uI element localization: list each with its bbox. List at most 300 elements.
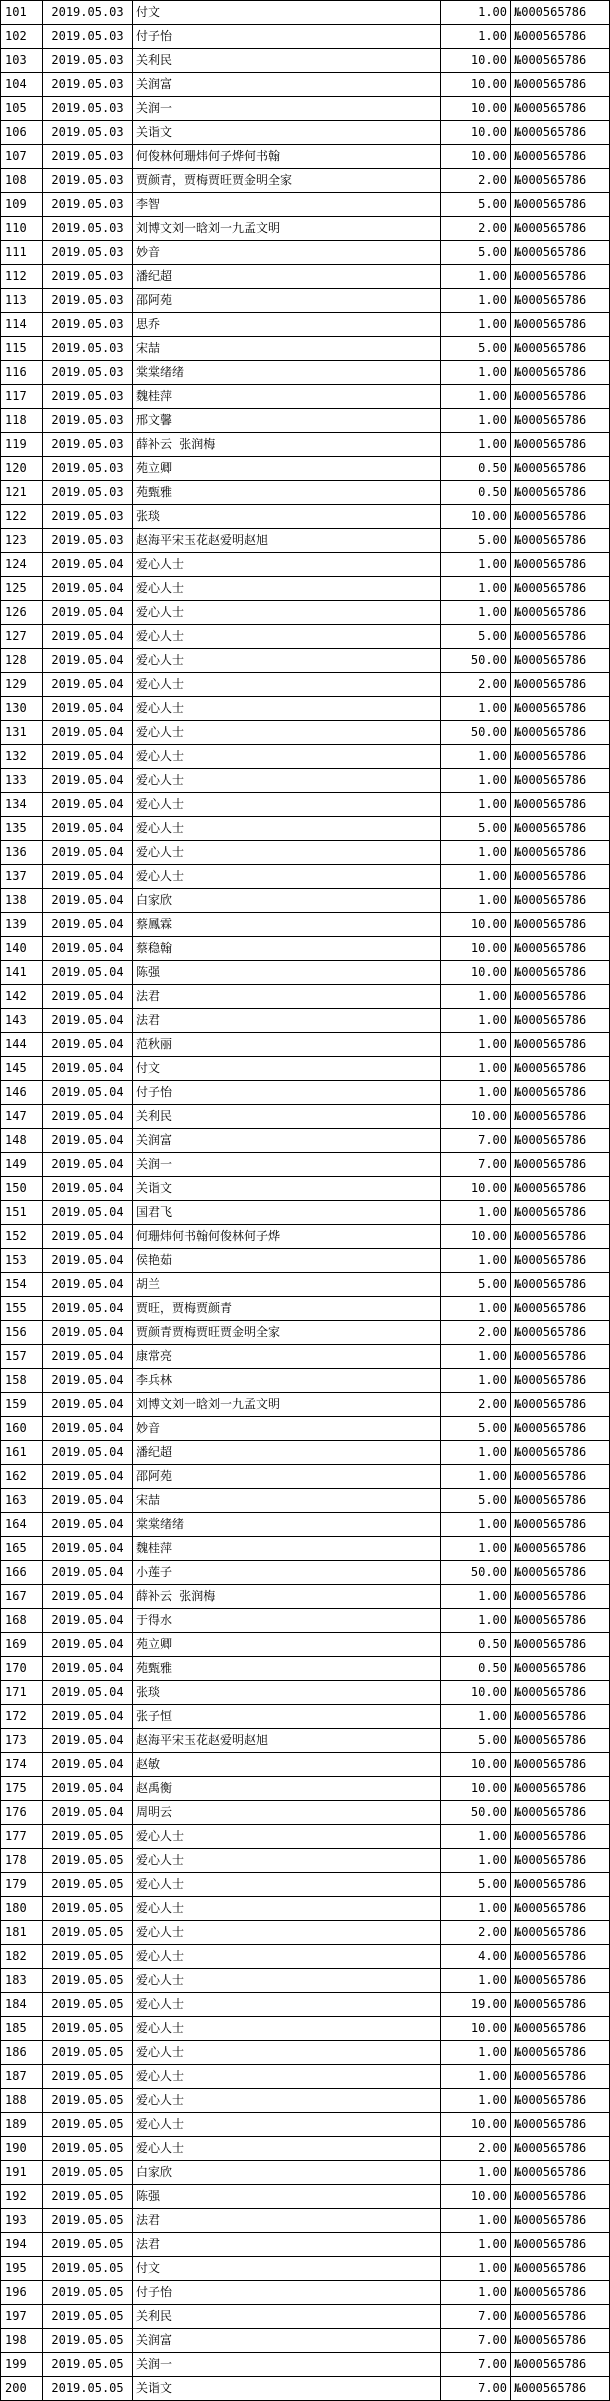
table-row <box>1 73 610 97</box>
donation-amount: 10.00 <box>441 2113 511 2137</box>
receipt-number: №000565786 <box>511 625 610 649</box>
donation-date: 2019.05.04 <box>43 1657 133 1681</box>
table-row <box>1 865 610 889</box>
receipt-number: №000565786 <box>511 1753 610 1777</box>
table-row <box>1 2041 610 2065</box>
donation-amount: 50.00 <box>441 1561 511 1585</box>
row-number: 178 <box>1 1849 43 1873</box>
donation-date: 2019.05.03 <box>43 25 133 49</box>
donation-date: 2019.05.04 <box>43 1033 133 1057</box>
table-row <box>1 2161 610 2185</box>
donation-date: 2019.05.05 <box>43 1825 133 1849</box>
donation-amount: 10.00 <box>441 1225 511 1249</box>
row-number: 173 <box>1 1729 43 1753</box>
row-number: 160 <box>1 1417 43 1441</box>
donation-date: 2019.05.04 <box>43 1321 133 1345</box>
donation-date: 2019.05.04 <box>43 1681 133 1705</box>
donation-amount: 0.50 <box>441 1657 511 1681</box>
receipt-number: №000565786 <box>511 313 610 337</box>
row-number: 109 <box>1 193 43 217</box>
donation-date: 2019.05.04 <box>43 1369 133 1393</box>
donor-name: 白家欣 <box>133 889 441 913</box>
donation-date: 2019.05.04 <box>43 601 133 625</box>
receipt-number: №000565786 <box>511 937 610 961</box>
donation-date: 2019.05.04 <box>43 1105 133 1129</box>
donation-date: 2019.05.04 <box>43 961 133 985</box>
donation-date: 2019.05.03 <box>43 145 133 169</box>
donor-name: 宋喆 <box>133 1489 441 1513</box>
donation-amount: 1.00 <box>441 265 511 289</box>
donation-table-body <box>1 1 610 2401</box>
row-number: 135 <box>1 817 43 841</box>
table-row <box>1 1777 610 1801</box>
donation-date: 2019.05.04 <box>43 841 133 865</box>
donation-date: 2019.05.04 <box>43 697 133 721</box>
donation-date: 2019.05.04 <box>43 1057 133 1081</box>
donor-name: 爱心人士 <box>133 649 441 673</box>
donation-amount: 1.00 <box>441 1609 511 1633</box>
donation-amount: 1.00 <box>441 865 511 889</box>
donation-date: 2019.05.03 <box>43 289 133 313</box>
row-number: 141 <box>1 961 43 985</box>
table-row <box>1 313 610 337</box>
donor-name: 爱心人士 <box>133 1993 441 2017</box>
donation-amount: 10.00 <box>441 121 511 145</box>
donor-name: 刘博文刘一晗刘一九孟文明 <box>133 1393 441 1417</box>
row-number: 180 <box>1 1897 43 1921</box>
table-row <box>1 1537 610 1561</box>
receipt-number: №000565786 <box>511 409 610 433</box>
receipt-number: №000565786 <box>511 865 610 889</box>
donation-amount: 1.00 <box>441 577 511 601</box>
table-row <box>1 2065 610 2089</box>
donation-amount: 1.00 <box>441 793 511 817</box>
row-number: 108 <box>1 169 43 193</box>
receipt-number: №000565786 <box>511 913 610 937</box>
receipt-number: №000565786 <box>511 193 610 217</box>
table-row <box>1 1369 610 1393</box>
donation-amount: 7.00 <box>441 2305 511 2329</box>
donor-name: 何俊林何珊炜何子烨何书翰 <box>133 145 441 169</box>
row-number: 153 <box>1 1249 43 1273</box>
row-number: 156 <box>1 1321 43 1345</box>
donation-amount: 7.00 <box>441 2329 511 2353</box>
receipt-number: №000565786 <box>511 961 610 985</box>
table-row <box>1 385 610 409</box>
donation-date: 2019.05.03 <box>43 73 133 97</box>
receipt-number: №000565786 <box>511 1897 610 1921</box>
donation-date: 2019.05.03 <box>43 217 133 241</box>
receipt-number: №000565786 <box>511 2257 610 2281</box>
receipt-number: №000565786 <box>511 1585 610 1609</box>
row-number: 183 <box>1 1969 43 1993</box>
donation-date: 2019.05.03 <box>43 433 133 457</box>
receipt-number: №000565786 <box>511 49 610 73</box>
donation-amount: 2.00 <box>441 1321 511 1345</box>
donation-amount: 10.00 <box>441 1177 511 1201</box>
donation-date: 2019.05.05 <box>43 2185 133 2209</box>
donation-date: 2019.05.04 <box>43 1753 133 1777</box>
donation-amount: 10.00 <box>441 1681 511 1705</box>
donation-amount: 10.00 <box>441 937 511 961</box>
donor-name: 张琰 <box>133 1681 441 1705</box>
donation-date: 2019.05.03 <box>43 409 133 433</box>
row-number: 136 <box>1 841 43 865</box>
donor-name: 关诣文 <box>133 2377 441 2401</box>
donor-name: 爱心人士 <box>133 2113 441 2137</box>
donation-date: 2019.05.04 <box>43 1417 133 1441</box>
row-number: 161 <box>1 1441 43 1465</box>
receipt-number: №000565786 <box>511 145 610 169</box>
row-number: 176 <box>1 1801 43 1825</box>
table-row <box>1 1417 610 1441</box>
donor-name: 爱心人士 <box>133 1849 441 1873</box>
table-row <box>1 1081 610 1105</box>
donor-name: 棠棠绪绪 <box>133 1513 441 1537</box>
row-number: 120 <box>1 457 43 481</box>
table-row <box>1 1633 610 1657</box>
donation-date: 2019.05.04 <box>43 1585 133 1609</box>
receipt-number: №000565786 <box>511 505 610 529</box>
donor-name: 关润一 <box>133 2353 441 2377</box>
row-number: 144 <box>1 1033 43 1057</box>
table-row <box>1 2137 610 2161</box>
donation-date: 2019.05.04 <box>43 889 133 913</box>
donor-name: 白家欣 <box>133 2161 441 2185</box>
row-number: 179 <box>1 1873 43 1897</box>
donor-name: 爱心人士 <box>133 2137 441 2161</box>
donation-amount: 10.00 <box>441 73 511 97</box>
row-number: 112 <box>1 265 43 289</box>
donor-name: 爱心人士 <box>133 793 441 817</box>
row-number: 200 <box>1 2377 43 2401</box>
donation-date: 2019.05.03 <box>43 1 133 25</box>
table-row <box>1 553 610 577</box>
donation-amount: 10.00 <box>441 1777 511 1801</box>
donor-name: 刘博文刘一晗刘一九孟文明 <box>133 217 441 241</box>
donation-amount: 10.00 <box>441 1753 511 1777</box>
row-number: 155 <box>1 1297 43 1321</box>
table-row <box>1 745 610 769</box>
row-number: 182 <box>1 1945 43 1969</box>
donation-date: 2019.05.04 <box>43 1249 133 1273</box>
table-row <box>1 2257 610 2281</box>
donation-date: 2019.05.05 <box>43 1969 133 1993</box>
receipt-number: №000565786 <box>511 1969 610 1993</box>
table-row <box>1 2089 610 2113</box>
donation-amount: 2.00 <box>441 1921 511 1945</box>
donor-name: 李兵林 <box>133 1369 441 1393</box>
donation-date: 2019.05.05 <box>43 2305 133 2329</box>
donation-amount: 1.00 <box>441 1705 511 1729</box>
receipt-number: №000565786 <box>511 337 610 361</box>
row-number: 150 <box>1 1177 43 1201</box>
receipt-number: №000565786 <box>511 1873 610 1897</box>
donor-name: 付文 <box>133 1 441 25</box>
receipt-number: №000565786 <box>511 25 610 49</box>
row-number: 199 <box>1 2353 43 2377</box>
donor-name: 爱心人士 <box>133 865 441 889</box>
receipt-number: №000565786 <box>511 1177 610 1201</box>
donation-date: 2019.05.03 <box>43 265 133 289</box>
table-row <box>1 1033 610 1057</box>
row-number: 188 <box>1 2089 43 2113</box>
row-number: 123 <box>1 529 43 553</box>
donor-name: 关润富 <box>133 2329 441 2353</box>
table-row <box>1 1945 610 1969</box>
donation-date: 2019.05.05 <box>43 2209 133 2233</box>
donation-amount: 1.00 <box>441 313 511 337</box>
donor-name: 赵禹衡 <box>133 1777 441 1801</box>
donation-date: 2019.05.03 <box>43 529 133 553</box>
table-row <box>1 121 610 145</box>
table-row <box>1 265 610 289</box>
donor-name: 爱心人士 <box>133 673 441 697</box>
donation-date: 2019.05.05 <box>43 2257 133 2281</box>
donation-amount: 5.00 <box>441 1729 511 1753</box>
row-number: 110 <box>1 217 43 241</box>
row-number: 167 <box>1 1585 43 1609</box>
donor-name: 关利民 <box>133 1105 441 1129</box>
donation-amount: 1.00 <box>441 1537 511 1561</box>
row-number: 190 <box>1 2137 43 2161</box>
row-number: 148 <box>1 1129 43 1153</box>
donation-amount: 5.00 <box>441 1489 511 1513</box>
row-number: 119 <box>1 433 43 457</box>
donor-name: 贾颜青，贾梅贾旺贾金明全家 <box>133 169 441 193</box>
table-row <box>1 673 610 697</box>
table-row <box>1 1153 610 1177</box>
receipt-number: №000565786 <box>511 1513 610 1537</box>
receipt-number: №000565786 <box>511 1321 610 1345</box>
receipt-number: №000565786 <box>511 889 610 913</box>
table-row <box>1 1321 610 1345</box>
donation-date: 2019.05.03 <box>43 169 133 193</box>
donor-name: 康常亮 <box>133 1345 441 1369</box>
donation-amount: 10.00 <box>441 97 511 121</box>
table-row <box>1 697 610 721</box>
table-row <box>1 961 610 985</box>
donation-amount: 1.00 <box>441 25 511 49</box>
donor-name: 爱心人士 <box>133 769 441 793</box>
row-number: 137 <box>1 865 43 889</box>
row-number: 193 <box>1 2209 43 2233</box>
row-number: 101 <box>1 1 43 25</box>
row-number: 129 <box>1 673 43 697</box>
donation-amount: 7.00 <box>441 1153 511 1177</box>
row-number: 189 <box>1 2113 43 2137</box>
donation-date: 2019.05.04 <box>43 1081 133 1105</box>
donor-name: 赵海平宋玉花赵爱明赵旭 <box>133 529 441 553</box>
donation-date: 2019.05.05 <box>43 1873 133 1897</box>
table-row <box>1 625 610 649</box>
receipt-number: №000565786 <box>511 1993 610 2017</box>
row-number: 191 <box>1 2161 43 2185</box>
donation-date: 2019.05.05 <box>43 1921 133 1945</box>
receipt-number: №000565786 <box>511 2281 610 2305</box>
receipt-number: №000565786 <box>511 1609 610 1633</box>
donation-date: 2019.05.05 <box>43 2089 133 2113</box>
donor-name: 付子怡 <box>133 1081 441 1105</box>
donation-date: 2019.05.04 <box>43 1177 133 1201</box>
donor-name: 张子恒 <box>133 1705 441 1729</box>
donation-amount: 0.50 <box>441 457 511 481</box>
table-row <box>1 145 610 169</box>
table-row <box>1 817 610 841</box>
donation-date: 2019.05.03 <box>43 385 133 409</box>
receipt-number: №000565786 <box>511 433 610 457</box>
donation-amount: 1.00 <box>441 1465 511 1489</box>
receipt-number: №000565786 <box>511 745 610 769</box>
table-row <box>1 2185 610 2209</box>
donation-amount: 5.00 <box>441 1273 511 1297</box>
donor-name: 蔡稳翰 <box>133 937 441 961</box>
row-number: 104 <box>1 73 43 97</box>
donor-name: 妙音 <box>133 241 441 265</box>
table-row <box>1 1801 610 1825</box>
table-row <box>1 529 610 553</box>
donation-date: 2019.05.04 <box>43 625 133 649</box>
donation-amount: 5.00 <box>441 625 511 649</box>
table-row <box>1 1057 610 1081</box>
receipt-number: №000565786 <box>511 1921 610 1945</box>
table-row <box>1 337 610 361</box>
donation-date: 2019.05.04 <box>43 1129 133 1153</box>
donor-name: 关润一 <box>133 97 441 121</box>
table-row <box>1 1177 610 1201</box>
row-number: 113 <box>1 289 43 313</box>
row-number: 124 <box>1 553 43 577</box>
donation-amount: 1.00 <box>441 1297 511 1321</box>
receipt-number: №000565786 <box>511 1033 610 1057</box>
receipt-number: №000565786 <box>511 721 610 745</box>
donation-date: 2019.05.04 <box>43 985 133 1009</box>
row-number: 171 <box>1 1681 43 1705</box>
donation-date: 2019.05.04 <box>43 1609 133 1633</box>
donor-name: 关利民 <box>133 49 441 73</box>
receipt-number: №000565786 <box>511 1825 610 1849</box>
donation-amount: 10.00 <box>441 505 511 529</box>
table-row <box>1 505 610 529</box>
table-row <box>1 193 610 217</box>
donor-name: 潘纪超 <box>133 1441 441 1465</box>
donor-name: 爱心人士 <box>133 2017 441 2041</box>
donor-name: 赵海平宋玉花赵爱明赵旭 <box>133 1729 441 1753</box>
table-row <box>1 2329 610 2353</box>
donation-amount: 1.00 <box>441 1369 511 1393</box>
receipt-number: №000565786 <box>511 1801 610 1825</box>
donation-amount: 7.00 <box>441 2377 511 2401</box>
donation-date: 2019.05.05 <box>43 2281 133 2305</box>
row-number: 130 <box>1 697 43 721</box>
table-row <box>1 1345 610 1369</box>
receipt-number: №000565786 <box>511 361 610 385</box>
donor-name: 关诣文 <box>133 1177 441 1201</box>
donor-name: 爱心人士 <box>133 2041 441 2065</box>
donation-date: 2019.05.04 <box>43 1273 133 1297</box>
table-row <box>1 793 610 817</box>
row-number: 168 <box>1 1609 43 1633</box>
donation-date: 2019.05.04 <box>43 1513 133 1537</box>
row-number: 102 <box>1 25 43 49</box>
row-number: 117 <box>1 385 43 409</box>
donation-date: 2019.05.03 <box>43 361 133 385</box>
row-number: 114 <box>1 313 43 337</box>
receipt-number: №000565786 <box>511 73 610 97</box>
donor-name: 胡兰 <box>133 1273 441 1297</box>
donation-amount: 0.50 <box>441 481 511 505</box>
receipt-number: №000565786 <box>511 2113 610 2137</box>
receipt-number: №000565786 <box>511 793 610 817</box>
table-row <box>1 2353 610 2377</box>
row-number: 139 <box>1 913 43 937</box>
donation-amount: 50.00 <box>441 1801 511 1825</box>
row-number: 134 <box>1 793 43 817</box>
table-row <box>1 1393 610 1417</box>
table-row <box>1 1441 610 1465</box>
table-row <box>1 289 610 313</box>
row-number: 132 <box>1 745 43 769</box>
donation-amount: 10.00 <box>441 2185 511 2209</box>
donation-amount: 1.00 <box>441 2041 511 2065</box>
receipt-number: №000565786 <box>511 1225 610 1249</box>
table-row <box>1 1849 610 1873</box>
receipt-number: №000565786 <box>511 1777 610 1801</box>
donation-date: 2019.05.03 <box>43 481 133 505</box>
row-number: 198 <box>1 2329 43 2353</box>
table-row <box>1 1969 610 1993</box>
donor-name: 贾旺，贾梅贾颜青 <box>133 1297 441 1321</box>
row-number: 140 <box>1 937 43 961</box>
donation-date: 2019.05.05 <box>43 2017 133 2041</box>
donor-name: 法君 <box>133 985 441 1009</box>
table-row <box>1 577 610 601</box>
donation-amount: 1.00 <box>441 1969 511 1993</box>
donor-name: 贾颜青贾梅贾旺贾金明全家 <box>133 1321 441 1345</box>
donation-amount: 5.00 <box>441 241 511 265</box>
row-number: 116 <box>1 361 43 385</box>
receipt-number: №000565786 <box>511 529 610 553</box>
table-row <box>1 433 610 457</box>
receipt-number: №000565786 <box>511 1249 610 1273</box>
donation-date: 2019.05.05 <box>43 1849 133 1873</box>
row-number: 158 <box>1 1369 43 1393</box>
donation-amount: 1.00 <box>441 1057 511 1081</box>
donation-date: 2019.05.04 <box>43 769 133 793</box>
donation-amount: 5.00 <box>441 337 511 361</box>
row-number: 197 <box>1 2305 43 2329</box>
table-row <box>1 1489 610 1513</box>
donor-name: 邵阿苑 <box>133 1465 441 1489</box>
donor-name: 侯艳茹 <box>133 1249 441 1273</box>
donor-name: 爱心人士 <box>133 745 441 769</box>
donation-date: 2019.05.04 <box>43 1441 133 1465</box>
receipt-number: №000565786 <box>511 1105 610 1129</box>
receipt-number: №000565786 <box>511 2161 610 2185</box>
donor-name: 苑甄雅 <box>133 1657 441 1681</box>
table-row <box>1 1657 610 1681</box>
donation-date: 2019.05.03 <box>43 241 133 265</box>
receipt-number: №000565786 <box>511 1201 610 1225</box>
donation-amount: 1.00 <box>441 385 511 409</box>
table-row <box>1 361 610 385</box>
donation-date: 2019.05.05 <box>43 2041 133 2065</box>
receipt-number: №000565786 <box>511 673 610 697</box>
row-number: 133 <box>1 769 43 793</box>
donation-amount: 1.00 <box>441 889 511 913</box>
donor-name: 爱心人士 <box>133 841 441 865</box>
donor-name: 苑立卿 <box>133 1633 441 1657</box>
